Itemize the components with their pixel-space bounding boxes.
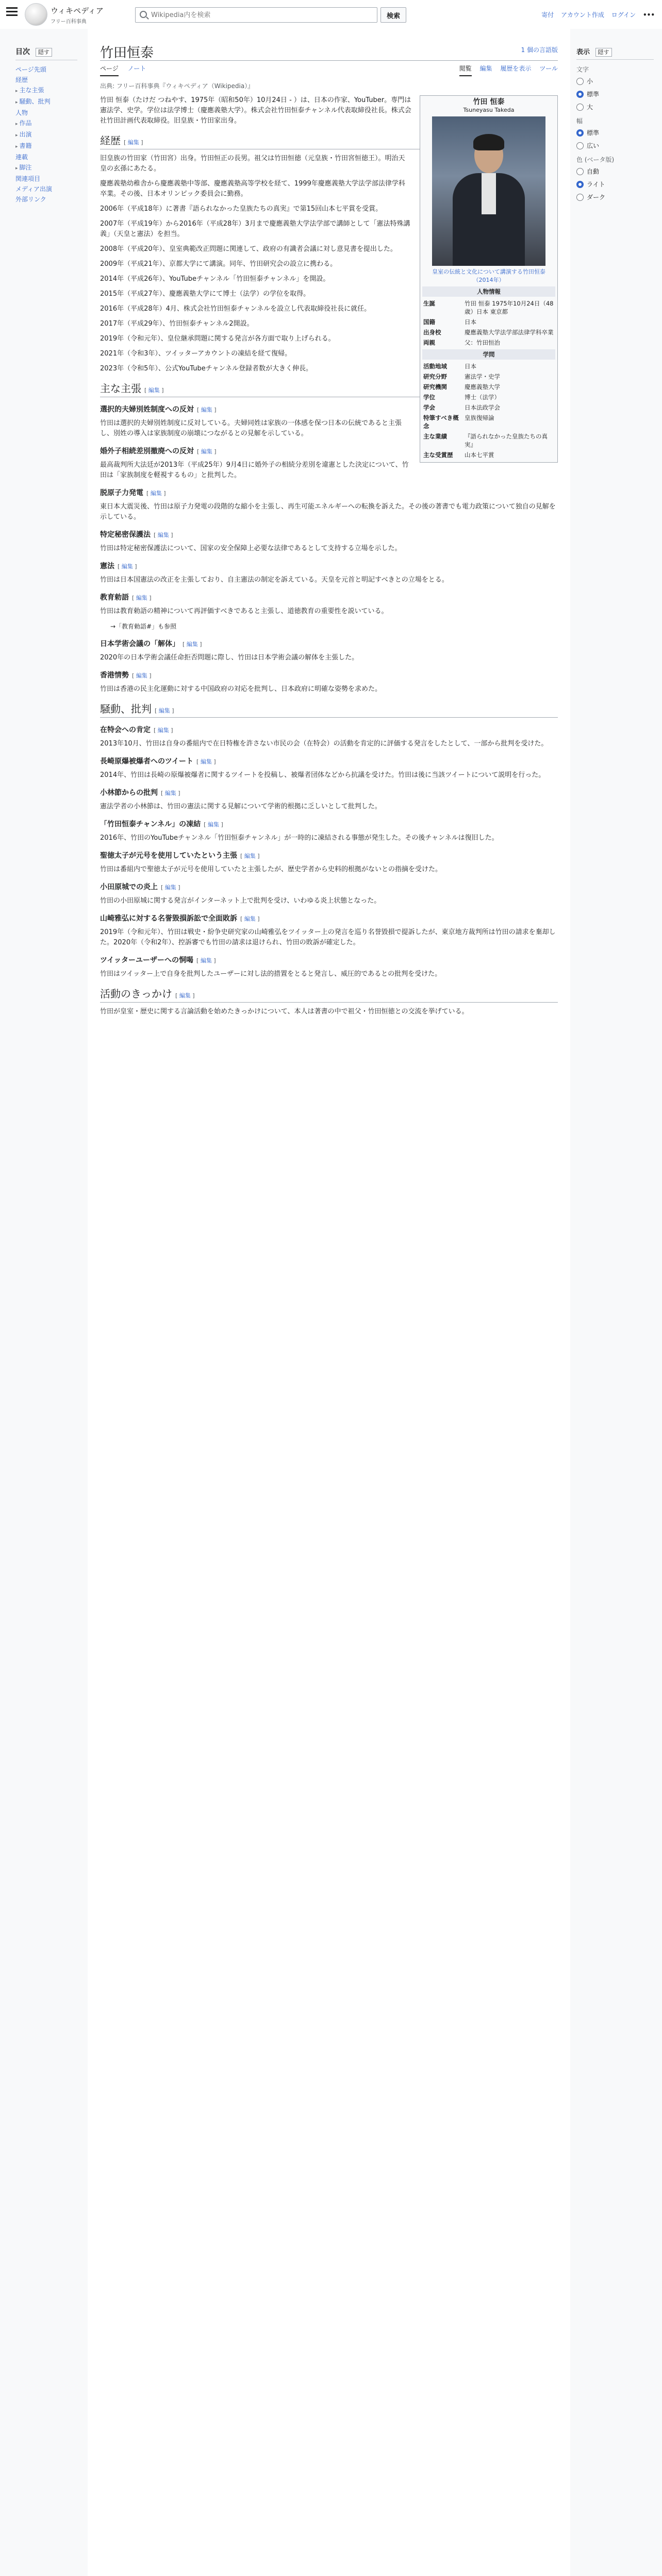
infobox-value: 博士（法学） <box>465 394 500 401</box>
toc-sidebar <box>0 46 77 205</box>
toc-list <box>15 64 77 205</box>
edit-link[interactable]: 編集 <box>201 448 212 455</box>
text-size-label: 文字 <box>576 66 589 73</box>
toc-item-label: 書籍 <box>19 142 32 149</box>
section-title: 経歴 <box>100 134 121 147</box>
expand-arrow-icon[interactable]: ▸ <box>15 122 18 127</box>
toc-item[interactable] <box>15 162 77 174</box>
lead-paragraph: 竹田 恒泰（たけだ つねやす、1975年（昭和50年）10月24日 - ）は、日本の作家、YouTuber。専門は憲法学、史学。学位は法学博士（慶應義塾大学）。株式会社竹田恒泰チャンネル代表取締役社長。株式会社竹田計画代表取締役。旧皇族・竹田家出身。 <box>100 96 411 125</box>
infobox-row <box>422 317 555 327</box>
subsection-heading <box>100 851 558 861</box>
edit-link[interactable]: 編集 <box>121 563 133 570</box>
paragraph: 2014年、竹田は長崎の原爆被爆者に関するツイートを投稿し、被爆者団体などから抗議を受けた。竹田は後に当該ツイートについて説明を行った。 <box>100 771 545 779</box>
subsection-title: 小田原城での炎上 <box>100 883 158 891</box>
text-size-label: 小 <box>587 78 593 85</box>
width-label: 広い <box>587 142 600 149</box>
portrait-photo[interactable] <box>432 116 545 266</box>
expand-arrow-icon[interactable]: ▸ <box>15 100 18 105</box>
infobox-key: 学会 <box>423 404 435 411</box>
paragraph: 2007年（平成19年）から2016年（平成28年）3月まで慶應義塾大学法学部で講師として「憲法特殊講義」（天皇と憲法）を担当。 <box>100 220 410 238</box>
see-also-note[interactable]: →「教育勅語#」も参照 <box>110 623 177 630</box>
page-tabs <box>100 64 558 79</box>
edit-link[interactable]: 編集 <box>136 672 147 679</box>
menu-icon[interactable] <box>6 7 18 16</box>
text-size-label: 大 <box>587 104 593 111</box>
paragraph: 2020年の日本学術会議任命拒否問題に際し、竹田は日本学術会議の解体を主張した。 <box>100 654 359 662</box>
article-content <box>100 95 558 1017</box>
infobox-row <box>422 361 555 371</box>
edit-section-link: [ 編集 ] <box>132 672 152 679</box>
tab-read[interactable]: 閲覧 <box>459 65 472 76</box>
infobox-sections <box>422 286 555 460</box>
edit-link[interactable]: 編集 <box>158 707 170 714</box>
tab-page[interactable]: ページ <box>100 65 119 76</box>
paragraph: 旧皇族の竹田家（竹田宮）出身。竹田恒正の長男。祖父は竹田恒徳（元皇族・竹田宮恒徳王）。明治天皇の玄孫にあたる。 <box>100 155 405 173</box>
create-account-link[interactable]: アカウント作成 <box>561 11 604 19</box>
paragraph: 2016年、竹田のYouTubeチャンネル「竹田恒泰チャンネル」が一時的に凍結される事態が発生した。その後チャンネルは復旧した。 <box>100 834 499 842</box>
infobox <box>420 95 558 463</box>
subsection-title: 日本学術会議の「解体」 <box>100 640 179 648</box>
infobox-key: 出身校 <box>423 329 441 336</box>
toc-item-label: 連載 <box>15 154 28 161</box>
edit-section-link: [ 編集 ] <box>155 707 174 714</box>
radio-icon[interactable] <box>576 142 584 149</box>
paragraph: 2009年（平成21年）、京都大学にて講演。同年、竹田研究会の設立に携わる。 <box>100 260 337 268</box>
paragraph: 2021年（令和3年）、ツイッターアカウントの凍結を経て復帰。 <box>100 350 292 358</box>
subsection-title: 脱原子力発電 <box>100 489 143 497</box>
text-size-options <box>576 77 654 111</box>
edit-section-link: [ 編集 ] <box>154 727 173 734</box>
toc-item[interactable] <box>15 96 77 108</box>
edit-link[interactable]: 編集 <box>200 957 212 964</box>
radio-icon[interactable] <box>576 91 584 98</box>
radio-icon[interactable] <box>576 78 584 85</box>
infobox-name: 竹田 恒泰 <box>473 98 505 106</box>
infobox-value: 『語られなかった皇族たちの真実』 <box>465 433 548 448</box>
subsection-heading <box>100 592 558 603</box>
toc-item[interactable] <box>15 108 77 118</box>
radio-icon[interactable] <box>576 168 584 175</box>
site-wordmark[interactable] <box>51 5 104 25</box>
infobox-value: 日本法政学会 <box>465 404 500 411</box>
toc-item-label: メディア出演 <box>15 185 53 193</box>
infobox-key: 活動地域 <box>423 363 447 370</box>
toc-item[interactable] <box>15 64 77 75</box>
edit-section-link: [ 編集 ] <box>161 884 180 891</box>
more-options-icon[interactable]: ••• <box>642 11 655 19</box>
title-row <box>100 42 558 61</box>
subsection-heading <box>100 561 558 572</box>
toc-hide-button[interactable]: 隠す <box>36 48 52 57</box>
toc-item-label: 作品 <box>19 120 32 127</box>
paragraph: 2008年（平成20年）、皇室典範改正問題に関連して、政府の有識者会議に対し意見書を提出した。 <box>100 245 397 253</box>
edit-link[interactable]: 編集 <box>127 139 139 146</box>
infobox-row <box>422 392 555 402</box>
edit-link[interactable]: 編集 <box>157 532 169 538</box>
toc-item-label: 外部リンク <box>15 196 46 203</box>
article-main <box>88 29 570 2576</box>
section-heading <box>100 989 558 1003</box>
paragraph: 竹田はツイッター上で自身を批判したユーザーに対し法的措置をとると発言し、威圧的であるとの批判を受けた。 <box>100 970 442 978</box>
infobox-row <box>422 371 555 382</box>
edit-link[interactable]: 編集 <box>186 641 198 648</box>
edit-section-link: [ 編集 ] <box>175 992 195 999</box>
edit-section-link: [ 編集 ] <box>197 406 217 413</box>
subsection-title: 選択的夫婦別姓制度への反対 <box>100 405 194 414</box>
subsection-title: 聖徳太子が元号を使用していたという主張 <box>100 852 237 860</box>
paragraph: 2016年（平成28年）4月、株式会社竹田恒泰チャンネルを設立し代表取締役社長に就任。 <box>100 305 371 313</box>
edit-link[interactable]: 編集 <box>244 853 256 859</box>
subsection-heading <box>100 725 558 736</box>
subsection-title: 在特会への肯定 <box>100 726 151 734</box>
text-size-radio[interactable] <box>576 77 654 86</box>
paragraph: 憲法学者の小林節は、竹田の憲法に関する見解について学術的根拠に乏しいとして批判した。 <box>100 803 382 810</box>
infobox-row <box>422 413 555 431</box>
infobox-key: 研究分野 <box>423 373 447 380</box>
paragraph: 竹田の小田原城に関する発言がインターネット上で批判を受け、いわゆる炎上状態となった。 <box>100 897 381 905</box>
infobox-value: 慶應義塾大学法学部法律学科卒業 <box>465 329 554 336</box>
edit-section-link: [ 編集 ] <box>144 387 164 394</box>
color-mode-label: ダーク <box>587 194 606 201</box>
edit-section-link: [ 編集 ] <box>196 758 216 765</box>
infobox-value: 父：竹田恒治 <box>465 339 500 346</box>
from-wikipedia: 出典: フリー百科事典『ウィキペディア（Wikipedia）』 <box>100 82 254 90</box>
paragraph: 慶應義塾幼稚舎から慶應義塾中等部、慶應義塾高等学校を経て、1999年慶應義塾大学法学部法律学科卒業。その後、日本オリンピック委員会に勤務。 <box>100 180 405 198</box>
section-title: 主な主張 <box>100 382 141 395</box>
infobox-key: 主な業績 <box>423 433 447 440</box>
subsection-title: 「竹田恒泰チャンネル」の凍結 <box>100 820 201 828</box>
paragraph: 2014年（平成26年）、YouTubeチャンネル「竹田恒泰チャンネル」を開設。 <box>100 275 330 283</box>
paragraph: 2019年（令和元年）、皇位継承問題に関する発言が各方面で取り上げられる。 <box>100 335 335 343</box>
toc-title: 目次 隠す <box>15 46 77 60</box>
subsection-heading <box>100 756 558 767</box>
radio-icon[interactable] <box>576 104 584 111</box>
edit-link[interactable]: 編集 <box>207 821 219 828</box>
width-label: 幅 <box>576 117 583 125</box>
tab-history[interactable]: 履歴を表示 <box>500 65 532 72</box>
edit-section-link: [ 編集 ] <box>124 139 143 146</box>
toc-item-label: 経歴 <box>15 76 28 83</box>
photo-caption: 皇室の伝統と文化について講演する竹田恒泰（2014年） <box>432 268 545 283</box>
subsection-title: ツイッターユーザーへの恫喝 <box>100 956 194 964</box>
subsection-title: 長崎原爆被爆者へのツイート <box>100 757 194 766</box>
subsection-heading <box>100 819 558 830</box>
subsection-title: 教育勅語 <box>100 594 129 602</box>
appearance-hide-button[interactable]: 隠す <box>595 48 612 57</box>
infobox-value: 皇族復帰論 <box>465 414 494 421</box>
color-options <box>576 167 654 201</box>
toc-item-label: 騒動、批判 <box>19 98 51 105</box>
text-size-label: 標準 <box>587 91 600 98</box>
subsection-heading <box>100 639 558 650</box>
text-size-radio[interactable] <box>576 90 654 98</box>
infobox-value: 日本 <box>465 318 476 326</box>
toc-item[interactable] <box>15 141 77 152</box>
search-icon <box>140 11 147 18</box>
paragraph: 2013年10月、竹田は自身の番組内で在日特権を許さない市民の会（在特会）の活動を肯定的に評価する発言をしたとして、一部から批判を受けた。 <box>100 740 548 748</box>
subsection-heading <box>100 913 558 924</box>
paragraph: 最高裁判所大法廷が2013年（平成25年）9月4日に婚外子の相続分差別を違憲とした決定について、竹田は「家族制度を軽視するもの」と批判した。 <box>100 461 409 479</box>
edit-section-link: [ 編集 ] <box>146 490 166 497</box>
edit-section-link: [ 編集 ] <box>204 821 223 828</box>
color-mode-label: 自動 <box>587 168 600 175</box>
edit-link[interactable]: 編集 <box>148 387 160 394</box>
search-input[interactable] <box>151 10 347 20</box>
user-links <box>485 10 655 19</box>
toc-item[interactable] <box>15 129 77 141</box>
search-button[interactable]: 検索 <box>380 7 406 23</box>
paragraph: 竹田は特定秘密保護法について、国家の安全保障上必要な法律であるとして支持する立場を示した。 <box>100 545 402 552</box>
subsection-heading <box>100 488 558 499</box>
edit-section-link: [ 編集 ] <box>132 595 152 601</box>
toc-item[interactable] <box>15 174 77 184</box>
color-mode-label: ライト <box>587 181 605 188</box>
toc-item-label: 脚注 <box>19 164 32 171</box>
radio-icon[interactable] <box>576 194 584 201</box>
site-title: ウィキペディア <box>51 6 104 15</box>
paragraph: 竹田は番組内で聖徳太子が元号を使用していたと主張したが、歴史学者から史料的根拠がないとの指摘を受けた。 <box>100 866 442 873</box>
subsection-heading <box>100 882 558 893</box>
expand-arrow-icon[interactable]: ▸ <box>15 133 18 138</box>
edit-section-link: [ 編集 ] <box>197 448 217 455</box>
toc-item[interactable] <box>15 118 77 129</box>
infobox-key: 主な受賞歴 <box>423 451 453 459</box>
infobox-key: 学位 <box>423 394 435 401</box>
paragraph: 2019年（令和元年）、竹田は戦史・紛争史研究家の山崎雅弘をツイッター上の発言を巡り名誉毀損で提訴したが、東京地方裁判所は竹田の請求を棄却した。2020年（令和2年）、控訴審でも竹田の請求は退けられ、竹田の敗訴が確定した。 <box>100 928 556 946</box>
width-options <box>576 128 654 150</box>
subsection-heading <box>100 955 558 966</box>
site-header <box>0 0 662 29</box>
subsection-title: 山崎雅弘に対する名誉毀損訴訟で全面敗訴 <box>100 914 237 923</box>
page-title: 竹田恒泰 <box>100 45 154 61</box>
color-mode-radio[interactable] <box>576 193 654 201</box>
edit-link[interactable]: 編集 <box>164 790 176 796</box>
toc-item[interactable] <box>15 184 77 194</box>
infobox-row <box>422 382 555 392</box>
section-title: 活動のきっかけ <box>100 988 172 1000</box>
tab-edit[interactable]: 編集 <box>479 65 492 72</box>
infobox-value: 竹田 恒泰 1975年10月24日（48歳）日本 東京都 <box>465 300 554 315</box>
edit-link[interactable]: 編集 <box>164 884 176 891</box>
infobox-value: 日本 <box>465 363 476 370</box>
toc-item-label: 人物 <box>15 109 28 116</box>
edit-link[interactable]: 編集 <box>200 758 212 765</box>
paragraph: 2017年（平成29年）、竹田恒泰チャンネル2開設。 <box>100 320 254 328</box>
wikipedia-globe-logo[interactable] <box>25 3 47 26</box>
edit-link[interactable]: 編集 <box>150 490 162 497</box>
edit-link[interactable]: 編集 <box>157 727 169 734</box>
appearance-title: 表示 隠す <box>576 46 654 60</box>
infobox-row <box>422 327 555 337</box>
infobox-key: 国籍 <box>423 318 435 326</box>
infobox-row <box>422 298 555 317</box>
radio-icon[interactable] <box>576 181 584 188</box>
edit-link[interactable]: 編集 <box>179 992 191 999</box>
toc-item[interactable] <box>15 85 77 96</box>
tab-tools[interactable]: ツール <box>539 65 558 72</box>
subsection-title: 小林節からの批判 <box>100 789 158 797</box>
donate-link[interactable]: 寄付 <box>541 11 554 19</box>
edit-section-link: [ 編集 ] <box>196 957 216 964</box>
infobox-value: 慶應義塾大学 <box>465 383 500 391</box>
paragraph: 2023年（令和5年）、公式YouTubeチャンネル登録者数が大きく伸長。 <box>100 365 312 372</box>
infobox-key: 両親 <box>423 339 435 346</box>
paragraph: 2006年（平成18年）に著書『語られなかった皇族たちの真実』で第15回山本七平賞を受賞。 <box>100 205 383 213</box>
subsection-title: 特定秘密保護法 <box>100 531 151 539</box>
edit-link[interactable]: 編集 <box>244 916 256 922</box>
expand-arrow-icon[interactable]: ▸ <box>15 144 18 149</box>
subsection-heading <box>100 788 558 799</box>
infobox-key: 特筆すべき概念 <box>423 414 459 430</box>
subsection-title: 香港情勢 <box>100 671 129 680</box>
appearance-panel <box>576 46 654 206</box>
toc-item[interactable] <box>15 75 77 85</box>
infobox-row <box>422 431 555 450</box>
infobox-row <box>422 450 555 460</box>
expand-arrow-icon[interactable]: ▸ <box>15 166 18 171</box>
expand-arrow-icon[interactable]: ▸ <box>15 89 18 94</box>
paragraph: 竹田は日本国憲法の改正を主張しており、自主憲法の制定を訴えている。天皇を元首と明記すべきとの立場をとる。 <box>100 576 449 584</box>
edit-section-link: [ 編集 ] <box>161 790 180 796</box>
paragraph: 竹田は香港の民主化運動に対する中国政府の対応を批判し、日本政府に明確な姿勢を求めた。 <box>100 685 382 693</box>
paragraph: 竹田は選択的夫婦別姓制度に反対している。夫婦同姓は家族の一体感を保つ日本の伝統であると主張し、別姓の導入は家族制度の崩壊につながるとの見解を示している。 <box>100 419 402 437</box>
section-heading <box>100 704 558 718</box>
toc-item-label: 関連項目 <box>15 175 41 182</box>
paragraph: 2015年（平成27年）、慶應義塾大学にて博士（法学）の学位を取得。 <box>100 290 310 298</box>
tab-talk[interactable]: ノート <box>127 65 146 72</box>
toc-item-label: 出演 <box>19 131 32 138</box>
infobox-row <box>422 402 555 413</box>
infobox-section-heading: 人物情報 <box>422 286 555 297</box>
site-subtitle: フリー百科事典 <box>51 19 87 25</box>
edit-link[interactable]: 編集 <box>136 595 147 601</box>
infobox-value: 憲法学・史学 <box>465 373 500 380</box>
language-selector[interactable]: 1 個の言語版 <box>521 46 558 54</box>
infobox-value: 山本七平賞 <box>465 451 494 459</box>
toc-item-label: ページ先頭 <box>15 66 46 73</box>
edit-section-link: [ 編集 ] <box>240 853 260 859</box>
section-title: 騒動、批判 <box>100 703 152 715</box>
edit-section-link: [ 編集 ] <box>118 563 137 570</box>
search-box <box>135 7 377 23</box>
width-radio[interactable] <box>576 141 654 150</box>
subsection-title: 憲法 <box>100 562 114 570</box>
color-mode-radio[interactable] <box>576 180 654 189</box>
width-radio[interactable] <box>576 128 654 137</box>
color-mode-radio[interactable] <box>576 167 654 176</box>
login-link[interactable]: ログイン <box>611 11 636 19</box>
radio-icon[interactable] <box>576 129 584 137</box>
toc-item-label: 主な主張 <box>19 87 44 94</box>
text-size-radio[interactable] <box>576 103 654 111</box>
infobox-key: 研究機関 <box>423 383 447 391</box>
infobox-row <box>422 337 555 348</box>
paragraph: 竹田は教育勅語の精神について再評価すべきであると主張し、道徳教育の重要性を説いている。 <box>100 607 388 615</box>
width-label: 標準 <box>587 129 600 137</box>
toc-item[interactable] <box>15 194 77 205</box>
subsection-heading <box>100 670 558 681</box>
color-label: 色 (ベータ版) <box>576 156 615 163</box>
infobox-key: 生誕 <box>423 300 435 307</box>
infobox-romaji: Tsuneyasu Takeda <box>463 107 515 113</box>
toc-item[interactable] <box>15 152 77 162</box>
edit-section-link: [ 編集 ] <box>183 641 202 648</box>
edit-link[interactable]: 編集 <box>201 406 212 413</box>
paragraph: 竹田が皇室・歴史に関する言論活動を始めたきっかけについて、本人は著書の中で祖父・竹田恒徳との交流を挙げている。 <box>100 1008 469 1015</box>
infobox-section-heading: 学問 <box>422 349 555 360</box>
paragraph: 東日本大震災後、竹田は原子力発電の段階的な縮小を主張し、再生可能エネルギーへの転換を訴えた。その後の著書でも電力政策について独自の見解を示している。 <box>100 503 556 521</box>
subsection-heading <box>100 530 558 540</box>
subsection-title: 婚外子相続差別撤廃への反対 <box>100 447 194 455</box>
edit-section-link: [ 編集 ] <box>154 532 173 538</box>
edit-section-link: [ 編集 ] <box>240 916 260 922</box>
